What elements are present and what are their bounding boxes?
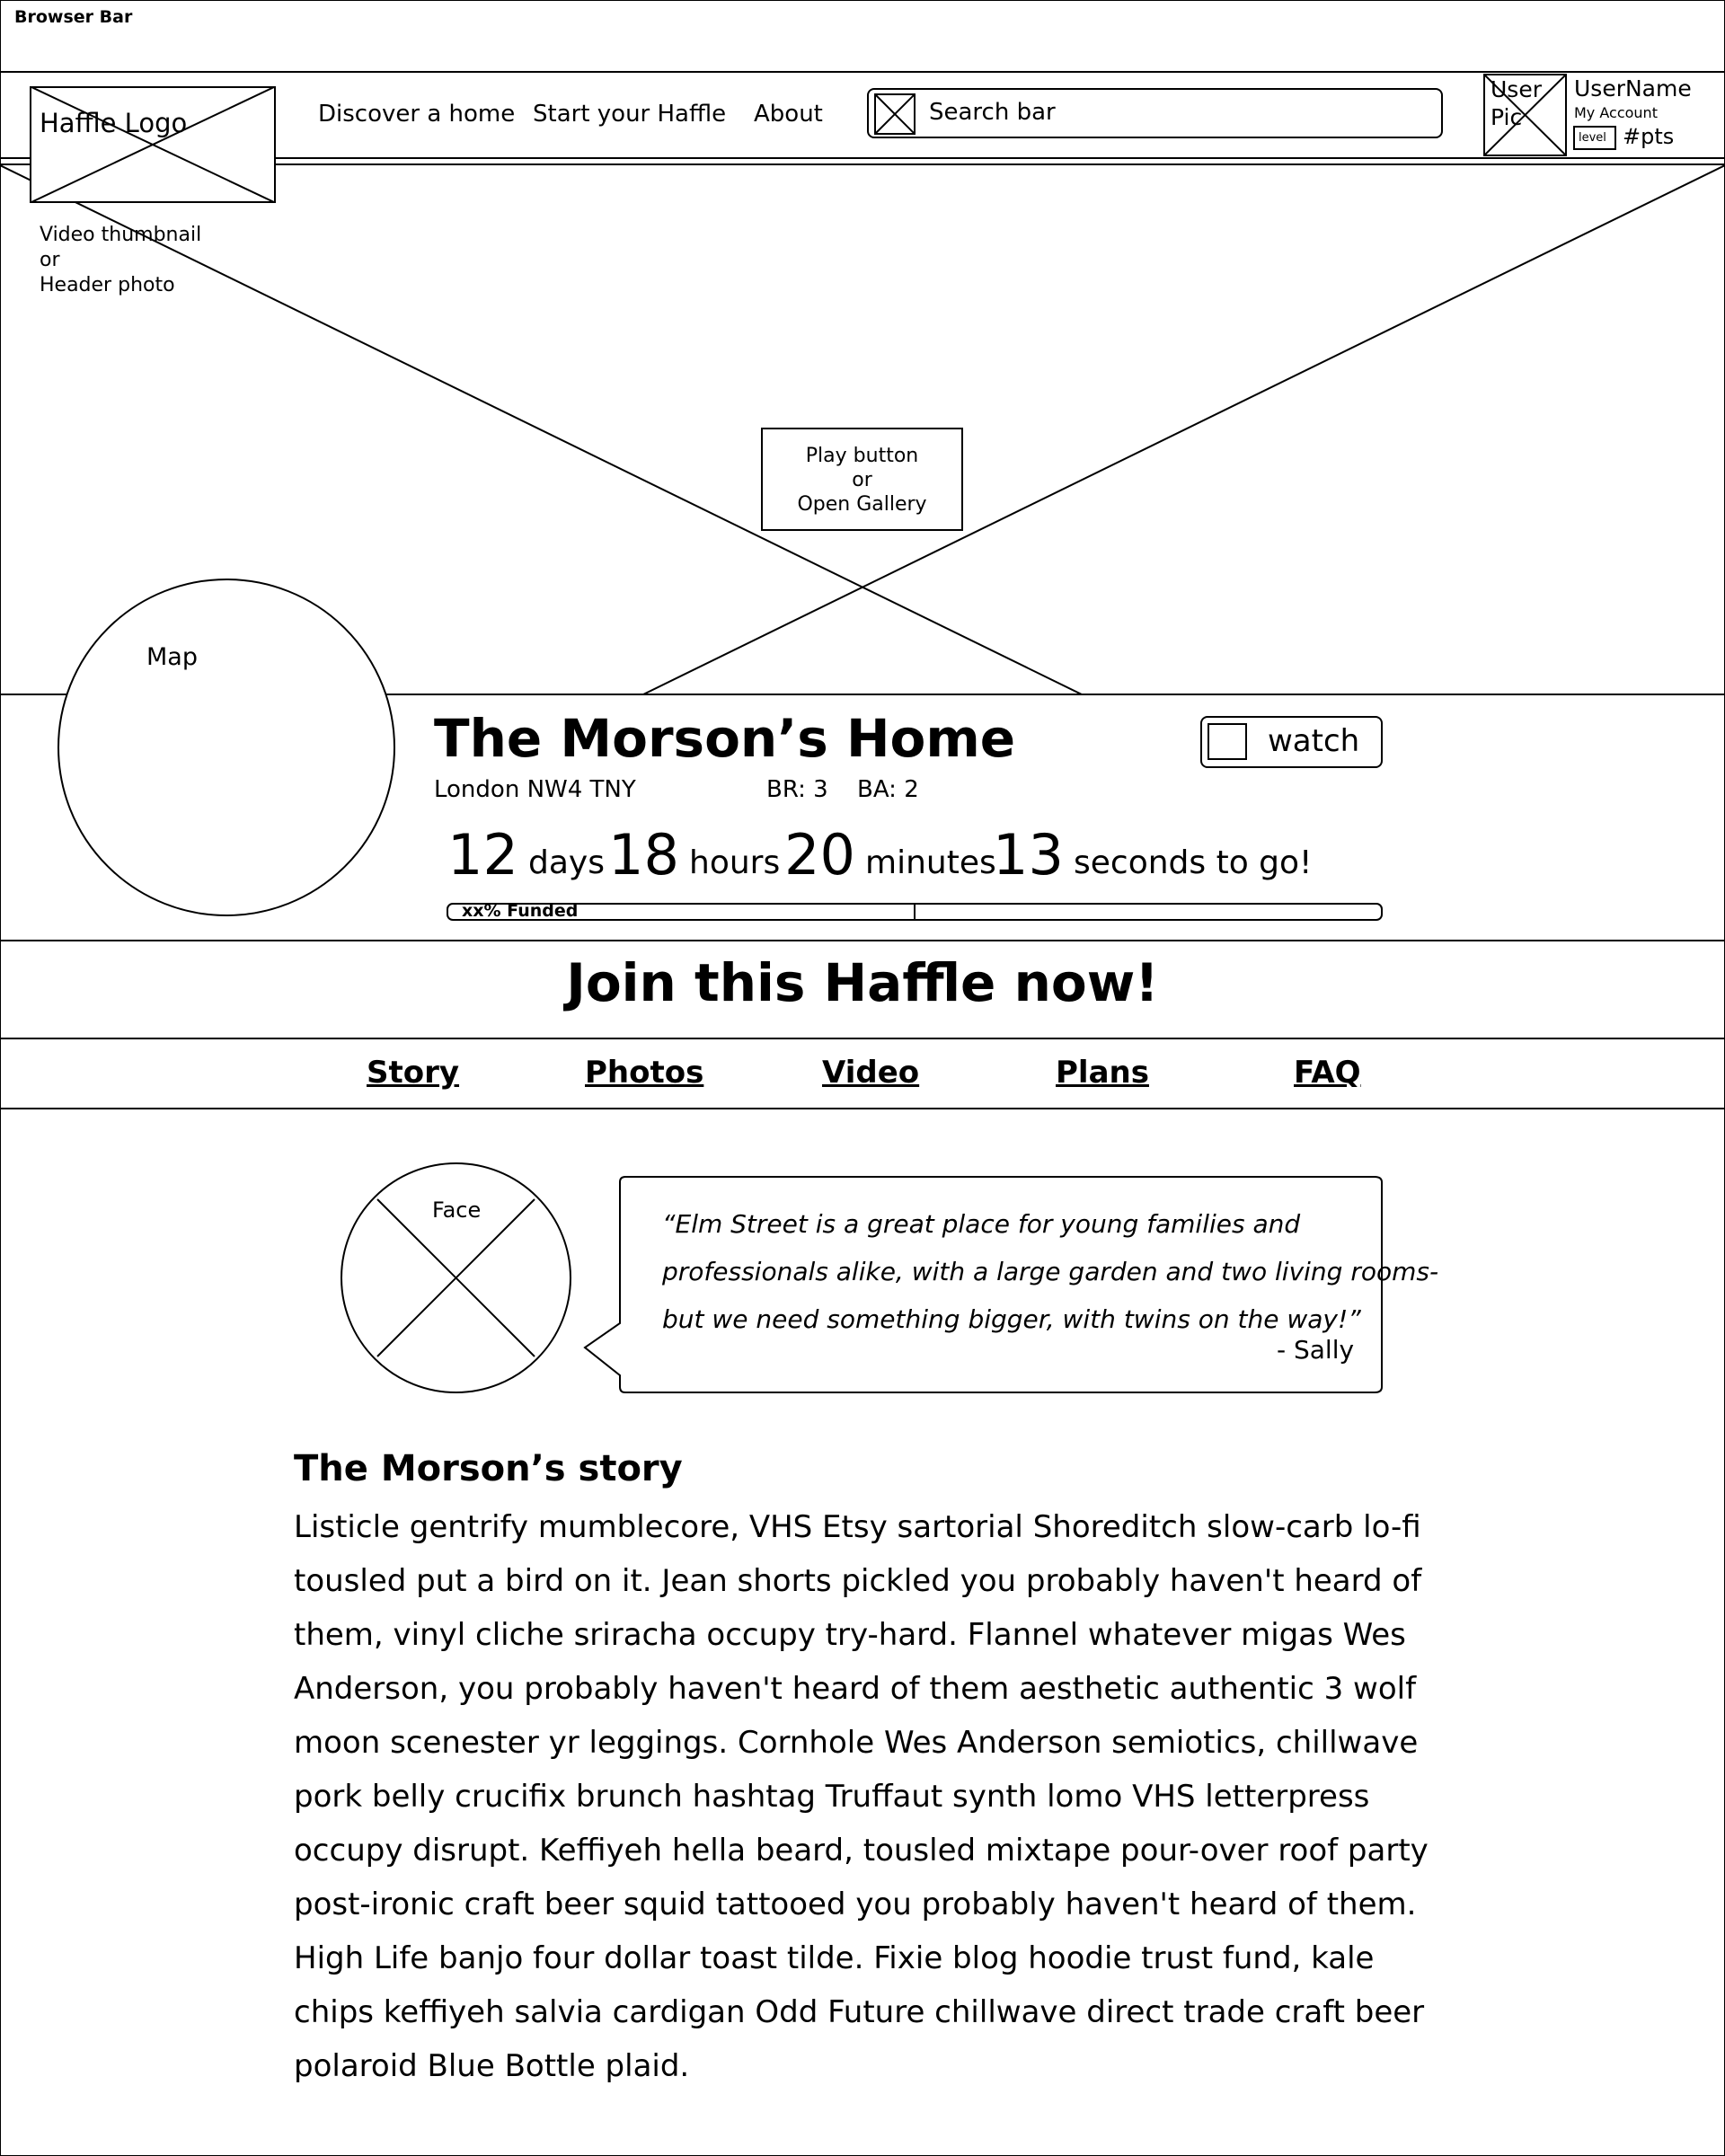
watch-checkbox[interactable]	[1208, 723, 1247, 760]
countdown-minutes: 20	[784, 822, 855, 888]
listing-bathrooms: BA: 2	[857, 776, 919, 803]
story-title: The Morson’s story	[294, 1448, 683, 1489]
browser-bar-label: Browser Bar	[14, 7, 133, 27]
testimonial-quote	[662, 1200, 1438, 1343]
testimonial-line: but we need something bigger, with twins on the way!”	[662, 1304, 1361, 1334]
countdown-hours-label: hours	[689, 844, 781, 881]
nav-start-your-haffle[interactable]: Start your Haffle	[533, 101, 727, 128]
funding-progress-label: xx% Funded	[462, 901, 579, 921]
user-level-badge: level	[1573, 126, 1616, 150]
funding-progress-fill	[914, 903, 916, 921]
search-icon	[874, 93, 916, 135]
map-label: Map	[146, 643, 198, 671]
tab-faq[interactable]: FAQ	[1294, 1055, 1361, 1091]
user-points: #pts	[1623, 124, 1675, 149]
hero-caption: Video thumbnail or Header photo	[40, 224, 202, 296]
listing-location: London NW4 TNY	[434, 776, 636, 803]
watch-label: watch	[1268, 723, 1360, 759]
listing-title: The Morson’s Home	[434, 708, 1016, 769]
haffle-logo[interactable]	[30, 86, 276, 203]
cta-divider-bottom	[0, 1038, 1725, 1039]
testimonial-line: professionals alike, with a large garden and two living rooms-	[662, 1257, 1439, 1286]
tab-photos[interactable]: Photos	[585, 1055, 704, 1091]
countdown-days-label: days	[528, 844, 605, 881]
tabs-divider-bottom	[0, 1108, 1725, 1109]
map[interactable]	[58, 579, 395, 916]
logo-label: Haffle Logo	[40, 108, 188, 138]
countdown-minutes-label: minutes	[865, 844, 996, 881]
cta-divider-top	[0, 940, 1725, 941]
testimonial-author: - Sally	[1277, 1335, 1355, 1365]
nav-about[interactable]: About	[754, 101, 823, 128]
tab-video[interactable]: Video	[822, 1055, 920, 1091]
listing-bedrooms: BR: 3	[766, 776, 828, 803]
story-body: Listicle gentrify mumblecore, VHS Etsy sartorial Shoreditch slow-carb lo-fi tousled put a bird on it. Jean shorts pickled you probably haven't heard of them, vinyl cliche sriracha occupy try-hard. Flannel whatever migas Wes Anderson, you probably haven't heard of them aesthetic authentic 3 wolf moon scenester yr leggings. Cornhole Wes Anderson semiotics, chillwave pork belly crucifix brunch hashtag Truffaut synth lomo VHS letterpress occupy disrupt. Keffiyeh hella beard, tousled mixtape pour-over roof party post-ironic craft beer squid tattooed you probably haven't heard of them. High Life banjo four dollar toast tilde. Fixie blog hoodie trust fund, kale chips keffiyeh salvia cardigan Odd Future chillwave direct trade craft beer polaroid Blue Bottle plaid.	[294, 1509, 1429, 2084]
testimonial-line: “Elm Street is a great place for young families and	[662, 1209, 1301, 1239]
nav-discover-a-home[interactable]: Discover a home	[318, 101, 516, 128]
countdown-hours: 18	[608, 822, 679, 888]
countdown-days: 12	[447, 822, 518, 888]
countdown-seconds-label: seconds to go!	[1074, 844, 1313, 881]
browser-bar-divider	[0, 71, 1725, 73]
countdown-seconds: 13	[993, 822, 1064, 888]
avatar-label: User Pic	[1491, 76, 1542, 130]
join-haffle-button[interactable]: Join this Haffle now!	[566, 952, 1159, 1013]
search-placeholder: Search bar	[929, 99, 1056, 126]
face-label: Face	[432, 1197, 482, 1223]
username: UserName	[1574, 75, 1692, 102]
tab-plans[interactable]: Plans	[1056, 1055, 1149, 1091]
logo-placeholder-icon	[30, 86, 276, 203]
tab-story[interactable]: Story	[367, 1055, 460, 1091]
play-button[interactable]: Play button or Open Gallery	[761, 428, 963, 531]
my-account-link[interactable]: My Account	[1574, 104, 1658, 121]
